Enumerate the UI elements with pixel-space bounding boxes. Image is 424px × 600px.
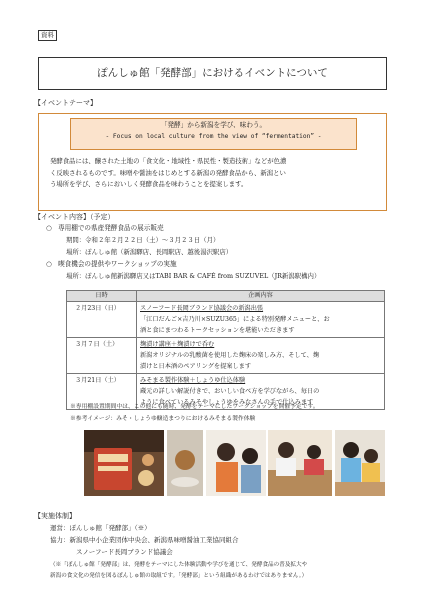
event-title: みそまる製作体験＋しょうゆ仕込体験 [140,377,246,384]
item2-title [46,260,177,269]
item2-place: 場所：ぽんしゅ館新潟驛店又はTABI BAR & CAFÉ from SUZUVEL（JR新潟駅構内） [66,272,321,280]
event-desc-line: 漬けと日本酒のペアリングを提案します [140,363,252,370]
event-date: ３月21日（土） [67,374,137,410]
event-desc-line: 酒と食にまつわるトークセッションを堪能いただきます [140,327,295,334]
event-title: 麹漬け講座＋麹漬けで呑む [140,341,215,348]
table-header-row [67,291,385,302]
theme-slogan-box [70,118,357,150]
doc-label: 資料 [38,30,57,41]
table-header-date: 日時 [67,291,137,302]
item1-period: 期間：令和２年２月２２日（土）～３月２３日（月） [66,236,220,244]
theme-heading: 【イベントテーマ】 [34,99,97,107]
bullet-icon: ○ [46,260,52,268]
org-coop: 協力：新潟県中小企業団体中央会、新潟県味噌醤油工業協同組合 [50,536,239,544]
event-date: ３月７日（土） [67,338,137,374]
table-row [67,302,385,338]
theme-desc-line: く反映されるものです。味噌や醤油をはじめとする新潟の発酵食品から、新潟とい [50,168,286,177]
theme-slogan-en: - Focus on local culture from the view of “fermentation” - [105,133,322,140]
photo-miso-table [84,430,164,496]
footnote [50,560,390,582]
event-date: ２月23日（日） [67,302,137,338]
org-host: 運営：ぽんしゅ館「発酵部」（※） [50,524,151,532]
note-workshop: ※専用棚設置期間中は、この他にも随時、発酵をテーマにしたワークショップを開催予定です。 [70,404,319,410]
theme-description [50,156,376,191]
event-desc-line: 新潟オリジナルの乳酸菌を使用した麹床の楽しみ方、そして、麹 [140,352,320,359]
footnote-line: 新潟の食文化の発信を図るぽんしゅ館の取組です。「発酵部」という組織があるわけではありません。） [50,573,308,579]
theme-slogan: 「発酵」から新潟を学び、味わう。 [160,121,267,129]
event-title: スノーフード長岡ブランド協議会の新潟出張 [140,305,264,312]
item1-title-text: 専用棚での県産発酵食品の展示販売 [58,224,164,232]
content-heading: 【イベント内容】（予定） [34,213,115,221]
theme-desc-line: う場所を学び、さらにおいしく発酵食品を味わうことを提案します。 [50,180,248,188]
org-coop-2: スノーフード長岡ブランド協議会 [76,548,173,556]
item1-place: 場所：ぽんしゅ館（新潟驛店、長岡駅店、越後湯沢駅店） [66,248,233,256]
footnote-line: （※「ぽんしゅ館「発酵部」は、発酵をテーマにした体験活動や学びを通じて、発酵食品の普及拡大や [50,562,308,568]
table-row [67,338,385,374]
theme-desc-line: 発酵食品には、醸された土地の「食文化・地域性・県民性・製造技術」などが色濃 [50,157,287,165]
event-desc-line: ように食べているみそやしょうゆをみなさんの手で仕込みます [140,399,314,406]
photo-kids-making [335,430,385,496]
photo-workshop [268,430,332,496]
photo-miso-ball [167,430,203,496]
page-title: ぽんしゅ館「発酵部」におけるイベントについて [38,57,387,90]
item2-title-text: 喫食機会の提供やワークショップの実施 [58,260,177,268]
org-heading: 【実施体制】 [34,512,76,520]
event-desc-line: 「江口だんご×吉乃川×SUZU365」による特別発酵メニューと、お [140,316,330,323]
event-detail [137,338,385,374]
bullet-icon: ○ [46,224,52,232]
photo-children [206,430,266,496]
event-desc-line: 蔵元の詳しい解説付きで、おいしい食べ方を学びながら、毎日の [140,388,320,395]
table-header-content: 企画内容 [137,291,385,302]
event-table [66,290,385,410]
note-image: ※参考イメージ：みそ・しょうゆ醸造まつりにおけるみそまる製作体験 [70,416,256,422]
event-detail [137,302,385,338]
item1-title [46,224,164,233]
